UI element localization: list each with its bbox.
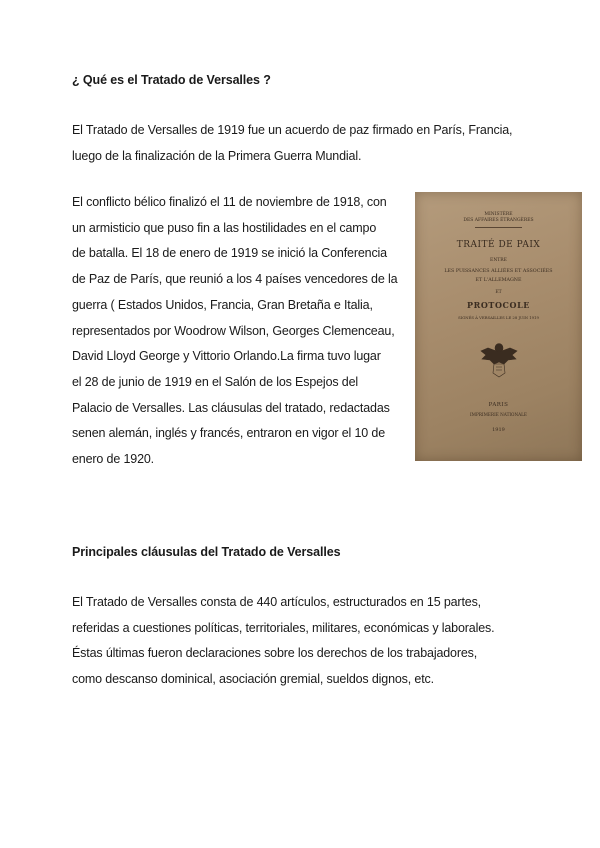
book-year: 1919 [492, 427, 505, 433]
section1-heading: ¿ Qué es el Tratado de Versalles ? [72, 73, 271, 87]
body-line: un armisticio que puso fin a las hostilidades en el campo [72, 220, 377, 235]
body-line: Éstas últimas fueron declaraciones sobre los derechos de los trabajadores, [72, 646, 478, 661]
section2-body-paragraph [72, 590, 494, 693]
body-line: como descanso dominical, asociación gremial, sueldos dignos, etc. [72, 672, 434, 687]
intro-line: luego de la finalización de la Primera Guerra Mundial. [72, 148, 362, 163]
body-line: enero de 1920. [72, 452, 155, 467]
book-text-line: LES PUISSANCES ALLIÉES ET ASSOCIÉES [444, 269, 553, 274]
section1-intro-paragraph [72, 118, 512, 169]
body-line: El Tratado de Versalles consta de 440 artículos, estructurados en 15 partes, [72, 595, 481, 609]
book-rule [475, 227, 522, 228]
treaty-book-cover-image [415, 192, 582, 461]
body-line: de batalla. El 18 de enero de 1919 se inició la Conferencia [72, 246, 387, 261]
book-text-line: ENTRE [490, 258, 507, 263]
body-line: de Paz de París, que reunió a los 4 países vencedores de la [72, 272, 398, 287]
body-line: El conflicto bélico finalizó el 11 de noviembre de 1918, con [72, 195, 387, 209]
book-protocole: PROTOCOLE [466, 300, 530, 310]
section2-heading: Principales cláusulas del Tratado de Versalles [72, 545, 341, 559]
body-line: representados por Woodrow Wilson, Georges Clemenceau, [72, 323, 395, 338]
body-line: guerra ( Estados Unidos, Francia, Gran Bretaña e Italia, [72, 297, 373, 312]
body-line: el 28 de junio de 1919 en el Salón de los Espejos del [72, 374, 359, 389]
eagle-emblem-icon [478, 340, 520, 378]
book-text-line: SIGNÉS À VERSAILLES LE 28 JUIN 1919 [458, 315, 539, 320]
book-ministry-line: MINISTÈRE [484, 212, 513, 217]
book-ministry-line: DES AFFAIRES ÉTRANGÈRES [463, 218, 534, 223]
body-line: senen alemán, inglés y francés, entraron en vigor el 10 de [72, 426, 386, 441]
book-city: PARIS [488, 402, 509, 408]
book-printer: IMPRIMERIE NATIONALE [470, 412, 527, 417]
book-text-line: ET L'ALLEMAGNE [475, 278, 522, 283]
book-title: TRAITÉ DE PAIX [456, 240, 541, 250]
body-line: Palacio de Versalles. Las cláusulas del tratado, redactadas [72, 400, 390, 415]
book-text-line: ET [495, 290, 502, 295]
intro-line: El Tratado de Versalles de 1919 fue un acuerdo de paz firmado en París, Francia, [72, 123, 513, 137]
body-line: referidas a cuestiones políticas, territoriales, militares, económicas y laborales. [72, 620, 495, 635]
section1-body-paragraph [72, 190, 397, 473]
body-line: David Lloyd George y Vittorio Orlando.La firma tuvo lugar [72, 349, 381, 364]
